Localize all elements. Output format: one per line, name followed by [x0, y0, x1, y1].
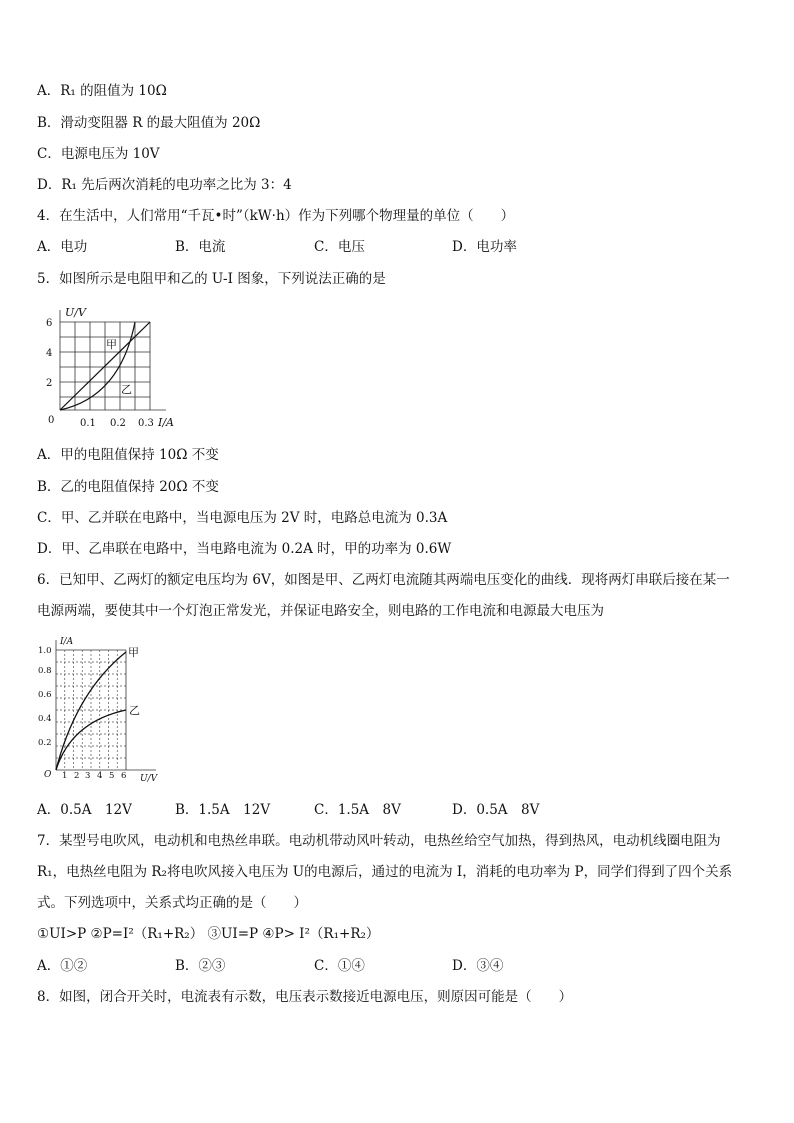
q5-option-b: B．乙的电阻值保持 20Ω 不变: [37, 479, 219, 495]
q6-y-tick: 0.2: [38, 738, 52, 748]
q6-x-tick: 2: [74, 771, 80, 781]
q7-option-a: A．①②: [37, 958, 88, 974]
q6-x-tick: 6: [121, 771, 127, 781]
q6-x-tick: 5: [109, 771, 115, 781]
q6-y-tick: 1.0: [38, 646, 52, 656]
q6-y-axis-label: I/A: [60, 637, 74, 647]
q5-y-axis-label: U/V: [65, 306, 86, 319]
q4-option-b: B．电流: [175, 239, 226, 255]
q3-option-b: B．滑动变阻器 R 的最大阻值为 20Ω: [37, 115, 261, 131]
q5-y-tick: 2: [46, 378, 53, 389]
q5-option-a: A．甲的电阻值保持 10Ω 不变: [37, 447, 219, 463]
q7-option-d: D．③④: [452, 958, 504, 974]
q5-curve-label-yi: 乙: [121, 383, 132, 396]
q5-x-tick: 0.3: [138, 418, 154, 429]
q5-curve-label-jia: 甲: [106, 338, 117, 351]
q5-option-c: C．甲、乙并联在电路中，当电源电压为 2V 时，电路总电流为 0.3A: [37, 510, 448, 526]
q5-stem: 5．如图所示是电阻甲和乙的 U-I 图象，下列说法正确的是: [37, 271, 386, 287]
q4-option-d: D．电功率: [452, 239, 517, 255]
q4-option-c: C．电压: [314, 239, 365, 255]
q6-origin-label: O: [44, 770, 52, 780]
q3-option-d: D．R₁ 先后两次消耗的电功率之比为 3：4: [37, 177, 292, 193]
q3-option-c: C．电源电压为 10V: [37, 146, 160, 162]
q5-x-tick: 0.1: [80, 418, 96, 429]
q6-curve-label-yi: 乙: [129, 704, 140, 717]
q6-option-c: C．1.5A 8V: [314, 802, 401, 818]
q6-y-tick: 0.4: [38, 714, 52, 724]
q6-x-axis-label: U/V: [140, 774, 158, 784]
q7-relations: ①UI>P ②P=I²（R₁+R₂） ③UI=P ④P> I²（R₁+R₂）: [37, 926, 380, 942]
q7-option-c: C．①④: [314, 958, 365, 974]
q7-stem-line1: 7．某型号电吹风，电动机和电热丝串联。电动机带动风叶转动，电热丝给空气加热，得到热风，电动机线圈电阻为: [37, 833, 721, 849]
q4-stem: 4．在生活中，人们常用“千瓦•时”（kW·h）作为下列哪个物理量的单位（ ）: [37, 208, 515, 224]
q5-option-d: D．甲、乙串联在电路中，当电路电流为 0.2A 时，甲的功率为 0.6W: [37, 541, 452, 557]
q6-option-a: A．0.5A 12V: [37, 802, 132, 818]
q7-option-b: B．②③: [175, 958, 226, 974]
q6-stem-line2: 电源两端，要使其中一个灯泡正常发光，并保证电路安全，则电路的工作电流和电源最大电压为: [37, 603, 604, 619]
q8-stem: 8．如图，闭合开关时，电流表有示数，电压表示数接近电源电压，则原因可能是（ ）: [37, 989, 573, 1005]
q3-option-a: A．R₁ 的阻值为 10Ω: [37, 83, 167, 99]
q5-y-tick: 6: [46, 318, 53, 329]
q5-ui-graph: [40, 302, 190, 432]
q4-option-a: A．电功: [37, 239, 88, 255]
q6-iu-graph: [36, 632, 186, 784]
q6-x-tick: 1: [62, 771, 68, 781]
q7-stem-line2: R₁，电热丝电阻为 R₂将电吹风接入电压为 U的电源后，通过的电流为 I，消耗的电功率为 P，同学们得到了四个关系: [37, 864, 733, 880]
q5-x-tick: 0.2: [110, 418, 126, 429]
q6-option-b: B．1.5A 12V: [175, 802, 271, 818]
q6-grid: [56, 640, 156, 770]
q6-option-d: D．0.5A 8V: [452, 802, 540, 818]
q6-stem-line1: 6．已知甲、乙两灯的额定电压均为 6V，如图是甲、乙两灯电流随其两端电压变化的曲线．现将两灯串联后接在某一: [37, 572, 730, 588]
q6-y-tick: 0.6: [38, 690, 52, 700]
q6-x-tick: 4: [97, 771, 103, 781]
q5-y-tick: 4: [46, 348, 53, 359]
q6-curve-label-jia: 甲: [128, 646, 139, 659]
q6-y-tick: 0.8: [38, 666, 52, 676]
q5-origin-label: 0: [48, 415, 55, 426]
q5-x-axis-label: I/A: [158, 416, 174, 429]
q6-x-tick: 3: [85, 771, 91, 781]
q7-stem-line3: 式。下列选项中，关系式均正确的是（ ）: [37, 895, 307, 911]
